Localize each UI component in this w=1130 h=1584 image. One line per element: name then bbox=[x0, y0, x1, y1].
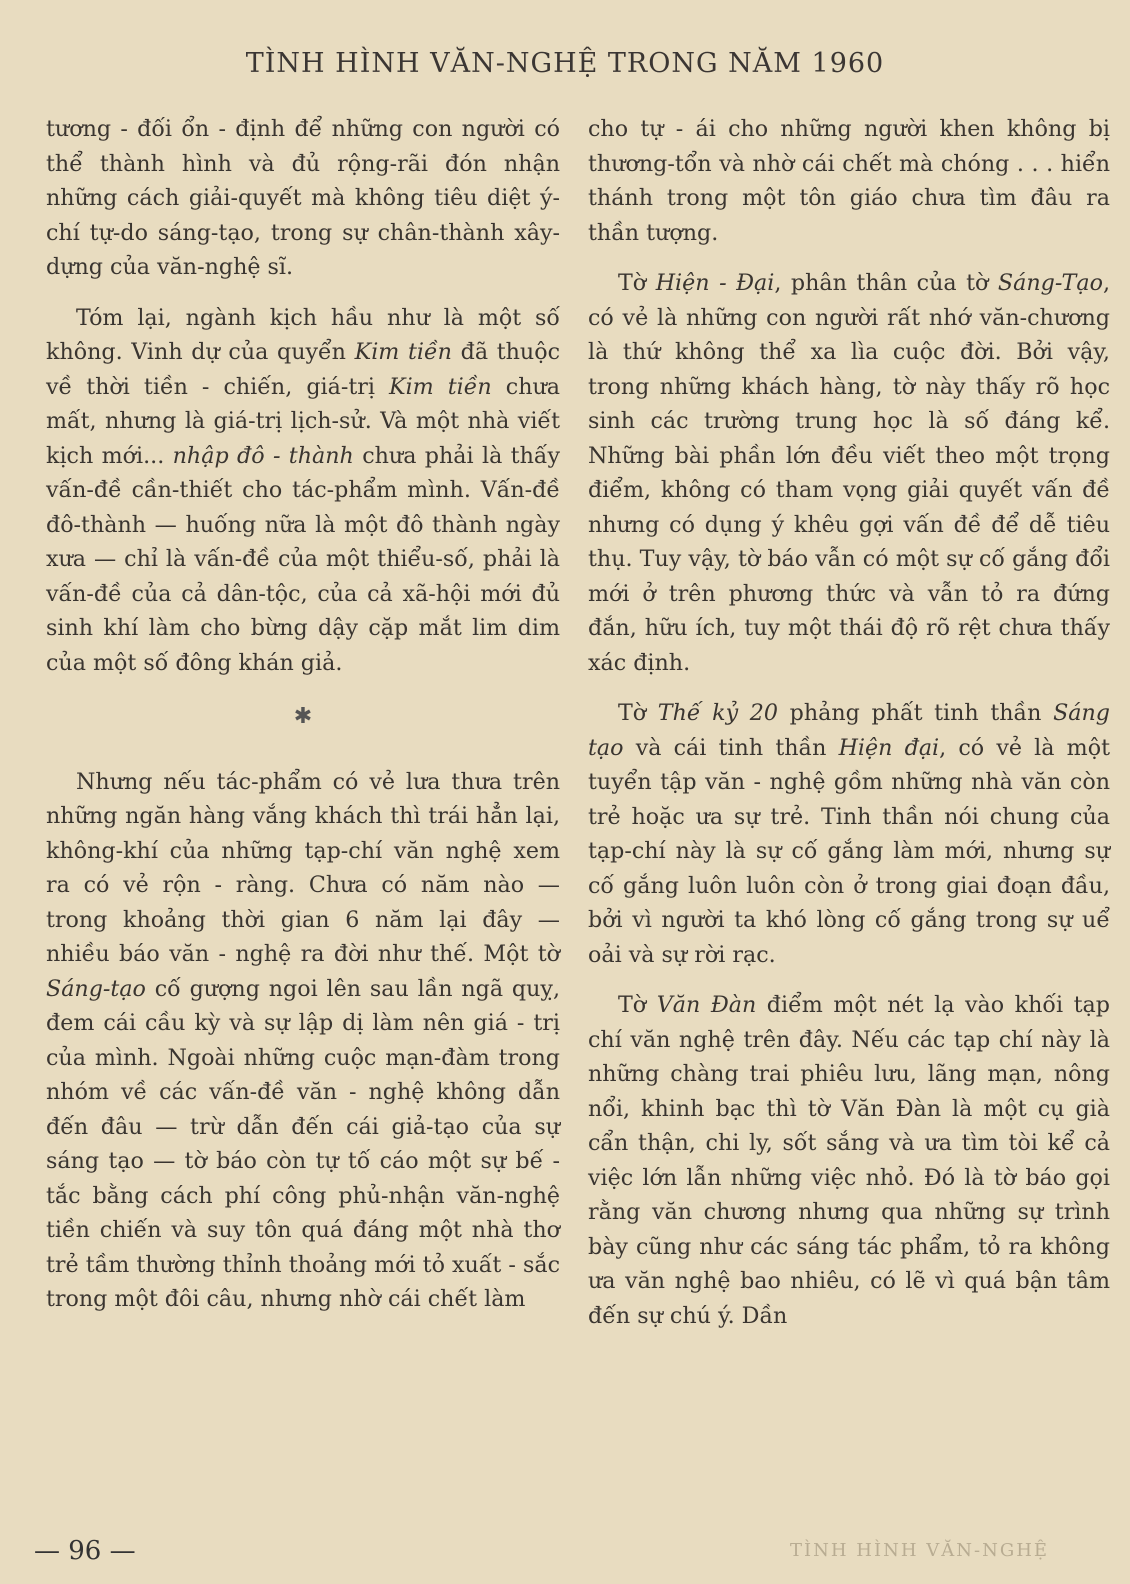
running-header: TÌNH HÌNH VĂN-NGHỆ TRONG NĂM 1960 bbox=[245, 48, 885, 79]
right-paragraph-1: cho tự - ái cho những người khen không bị thương-tổn và nhờ cái chết mà chóng . . . hiển thánh trong một tôn giáo chưa tìm đâu ra thần tượng. bbox=[588, 116, 1110, 246]
left-paragraph-1: tương - đối ổn - định để những con người có thể thành hình và đủ rộng-rãi đón nhận những cách giải-quyết mà không tiêu diệt ý-chí tự-do sáng-tạo, trong sự chân-thành xây-dựng của văn-nghệ sĩ. bbox=[46, 116, 560, 280]
left-paragraph-2: Tóm lại, ngành kịch hầu như là một số không. Vinh dự của quyển Kim tiền đã thuộc về thời tiền - chiến, giá-trị Kim tiền chưa mất, nhưng là giá-trị lịch-sử. Và một nhà viết kịch mới... nhập đô - thành chưa phải là thấy vấn-đề cần-thiết cho tác-phẩm mình. Vấn-đề đô-thành — huống nữa là một đô thành ngày xưa — chỉ là vấn-đề của một thiểu-số, phải là vấn-đề của cả dân-tộc, của cả xã-hội mới đủ sinh khí làm cho bừng dậy cặp mắt lim dim của một số đông khán giả. bbox=[46, 304, 561, 676]
left-column bbox=[46, 112, 560, 1317]
page-number: — 96 — bbox=[34, 1536, 136, 1566]
right-column bbox=[588, 112, 1110, 1333]
faded-footer-text: TÌNH HÌNH VĂN-NGHỆ bbox=[790, 1540, 1050, 1561]
right-paragraph-3: Tờ Thế kỷ 20 phảng phất tinh thần Sáng tạo và cái tinh thần Hiện đại, có vẻ là một tuyển tập văn - nghệ gồm những nhà văn còn trẻ hoặc ưa sự trẻ. Tinh thần nói chung của tạp-chí này là sự cố gắng làm mới, nhưng sự cố gắng luôn luôn còn ở trong giai đoạn đầu, bởi vì người ta khó lòng cố gắng trong sự uể oải và sự rời rạc. bbox=[588, 700, 1110, 968]
right-paragraph-2: Tờ Hiện - Đại, phân thân của tờ Sáng-Tạo, có vẻ là những con người rất nhớ văn-chương là thứ không thể xa lìa cuộc đời. Bởi vậy, trong những khách hàng, tờ này thấy rõ học sinh các trường trung học là số đáng kể. Những bài phần lớn đều viết theo một trọng điểm, không có tham vọng giải quyết vấn đề nhưng có dụng ý khêu gợi vấn đề để dễ tiêu thụ. Tuy vậy, tờ báo vẫn có một sự cố gắng đổi mới ở trên phương thức và vẫn tỏ ra đứng đắn, hữu ích, tuy một thái độ rõ rệt chưa thấy xác định. bbox=[588, 270, 1110, 676]
right-paragraph-4: Tờ Văn Đàn điểm một nét lạ vào khối tạp chí văn nghệ trên đây. Nếu các tạp chí này là những chàng trai phiêu lưu, lãng mạn, nông nổi, khinh bạc thì tờ Văn Đàn là một cụ già cẩn thận, chi ly, sốt sắng và ưa tìm tòi kể cả việc lớn lẫn những việc nhỏ. Đó là tờ báo gọi rằng văn chương nhưng qua những sự trình bày cũng như các sáng tác phẩm, tỏ ra không ưa văn nghệ bao nhiêu, có lẽ vì quá bận tâm đến sự chú ý. Dần bbox=[588, 992, 1110, 1329]
section-separator: ✱ bbox=[293, 704, 313, 729]
left-paragraph-3: Nhưng nếu tác-phẩm có vẻ lưa thưa trên những ngăn hàng vắng khách thì trái hẳn lại, không-khí của những tạp-chí văn nghệ xem ra có vẻ rộn - ràng. Chưa có năm nào — trong khoảng thời gian 6 năm lại đây — nhiều báo văn - nghệ ra đời như thế. Một tờ Sáng-tạo cố gượng ngoi lên sau lần ngã quỵ, đem cái cầu kỳ và sự lập dị làm nên giá - trị của mình. Ngoài những cuộc mạn-đàm trong nhóm về các vấn-đề văn - nghệ không dẫn đến đâu — trừ dẫn đến cái giả-tạo của sự sáng tạo — tờ báo còn tự tố cáo một sự bế - tắc bằng cách phí công phủ-nhận văn-nghệ tiền chiến và suy tôn quá đáng một nhà thơ trẻ tầm thường thỉnh thoảng mới tỏ xuất - sắc trong một đôi câu, nhưng nhờ cái chết làm bbox=[46, 768, 560, 1312]
